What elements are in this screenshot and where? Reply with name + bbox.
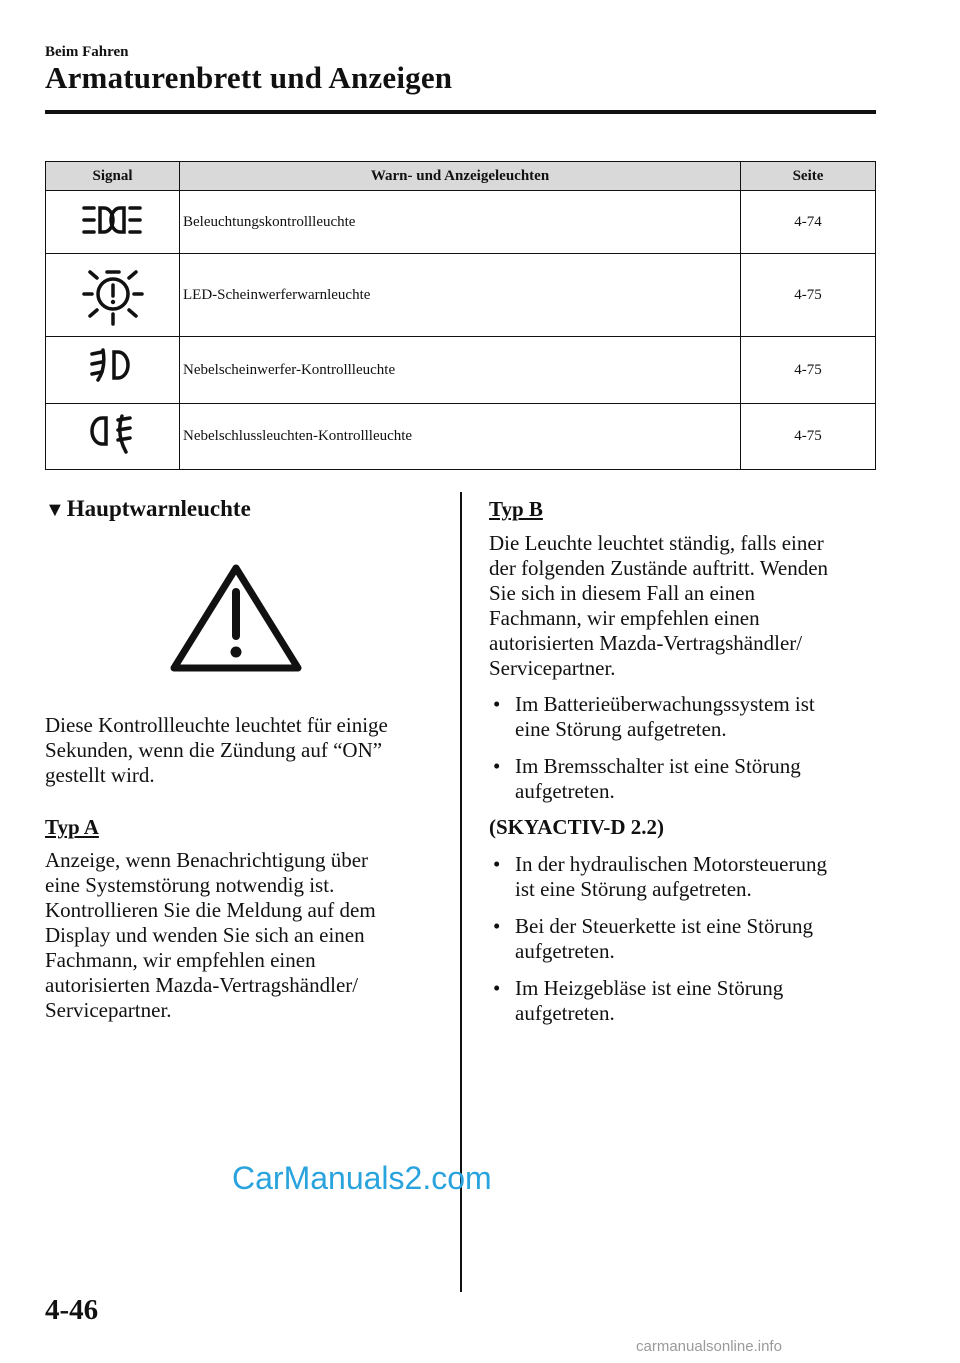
rear-fog-light-icon (86, 412, 140, 456)
light-page-ref: 4-74 (741, 191, 876, 254)
col-header-lights: Warn- und Anzeigeleuchten (180, 162, 741, 191)
section-heading (45, 496, 251, 522)
engine-variant-note: (SKYACTIV-D 2.2) (489, 815, 665, 839)
typ-a-heading: Typ A (45, 815, 99, 839)
table-header-row (46, 162, 876, 191)
typ-a-paragraph: Anzeige, wenn Benachrichtigung über eine Systemstörung notwendig ist. Kontrollieren Sie die Meldung auf dem Display und wenden Sie sich an einen Fachmann, wir empfehlen einen autorisierten Mazda-Vertragshändler/ Servicepartner. (45, 848, 376, 1022)
list-item: • Im Batterieüberwachungssystem ist eine Störung aufgetreten. (489, 692, 889, 742)
col-header-page: Seite (741, 162, 876, 191)
light-name: Nebelschlussleuchten-Kontrollleuchte (180, 404, 741, 470)
intro-paragraph: Diese Kontrollleuchte leuchtet für einige Sekunden, wenn die Zündung auf “ON” gestellt wird. (45, 713, 388, 787)
watermark-center: CarManuals2.com (232, 1160, 492, 1196)
heading-text: Hauptwarnleuchte (66, 496, 251, 521)
page-title: Armaturenbrett und Anzeigen (45, 60, 453, 95)
light-name: Nebelscheinwerfer-Kontrollleuchte (180, 337, 741, 404)
light-page-ref: 4-75 (741, 337, 876, 404)
table-row (46, 254, 876, 337)
typ-b-heading: Typ B (489, 497, 543, 521)
list-item: • In der hydraulischen Motorsteuerung ist eine Störung aufgetreten. (489, 852, 889, 902)
warning-lights-table (45, 161, 876, 470)
list-item: • Bei der Steuerkette ist eine Störung aufgetreten. (489, 914, 889, 964)
heading-marker-icon: ▼ (45, 499, 65, 521)
typ-b-paragraph: Die Leuchte leuchtet ständig, falls einer der folgenden Zustände auftritt. Wenden Sie sich in diesem Fall an einen Fachmann, wir empfehlen einen autorisierten Mazda-Vertragshändler/ Servicepartner. (489, 531, 829, 680)
light-page-ref: 4-75 (741, 404, 876, 470)
bullet-list-skyactiv (489, 852, 889, 1038)
title-rule (45, 110, 876, 114)
light-name: Beleuchtungskontrollleuchte (180, 191, 741, 254)
master-warning-triangle-icon (166, 558, 306, 678)
table-row (46, 337, 876, 404)
table-row (46, 404, 876, 470)
light-page-ref: 4-75 (741, 254, 876, 337)
col-header-signal: Signal (46, 162, 180, 191)
page-number: 4-46 (45, 1294, 99, 1326)
parking-light-icon (78, 200, 148, 240)
table-row (46, 191, 876, 254)
bullet-list-general (489, 692, 889, 816)
led-headlight-warning-icon (78, 258, 148, 328)
list-item: • Im Heizgebläse ist eine Störung aufgetreten. (489, 976, 889, 1026)
front-fog-light-icon (88, 346, 138, 390)
section-label: Beim Fahren (45, 44, 129, 60)
watermark-bottom: carmanualsonline.info (636, 1338, 782, 1355)
list-item: • Im Bremsschalter ist eine Störung aufgetreten. (489, 754, 889, 804)
light-name: LED-Scheinwerferwarnleuchte (180, 254, 741, 337)
